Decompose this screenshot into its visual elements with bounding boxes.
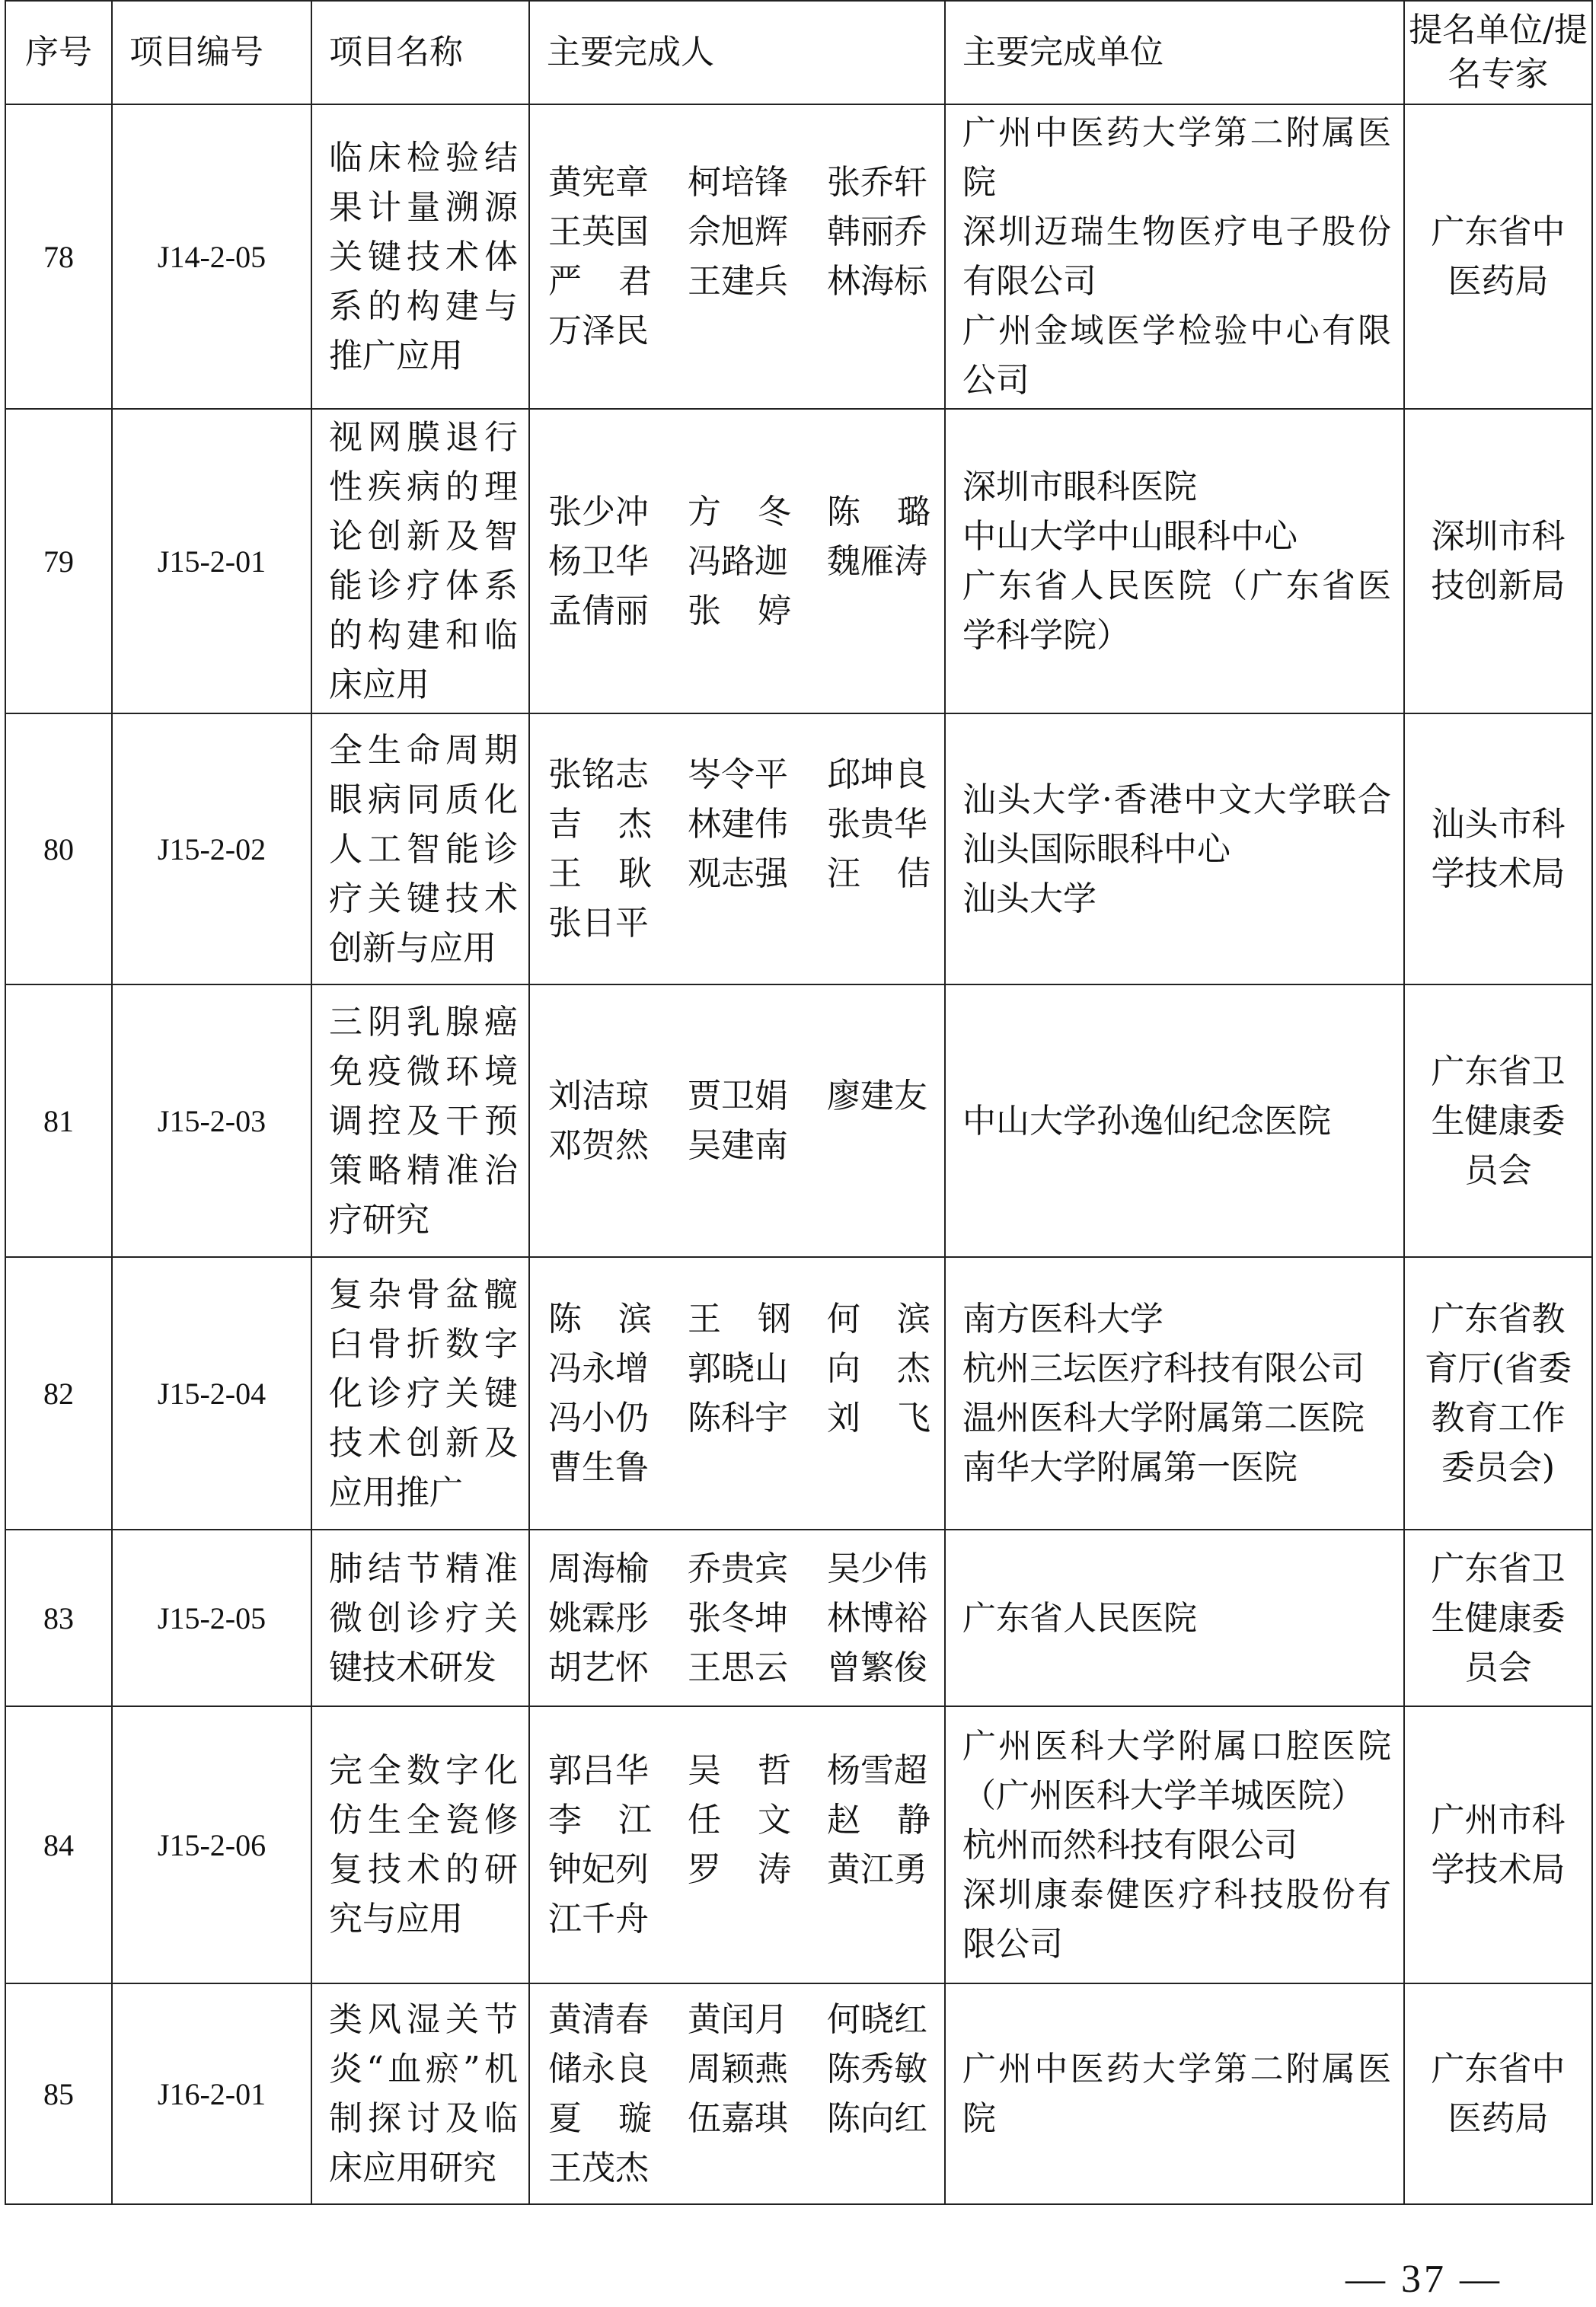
cell-project-name: 肺结节精准微创诊疗关键技术研发 [311,1530,529,1706]
contributor-name: 王建兵 [687,262,788,301]
header-row [5,1,1592,104]
cell-project-name: 临床检验结果计量溯源关键技术体系的构建与推广应用 [311,104,529,409]
contributor-name: 冯路迦 [687,541,788,581]
unit-name: 广州金域医学检验中心有限公司 [962,311,1391,400]
table-header [5,1,1592,104]
contributor-name: 韩丽乔 [826,212,927,251]
contributor-name: 王钢 [687,1300,791,1339]
contributor-name: 黄清春 [548,2000,649,2039]
contributor-name: 李江 [548,1801,652,1840]
contributor-name: 任文 [687,1801,791,1840]
cell-project-name: 视网膜退行性疾病的理论创新及智能诊疗体系的构建和临床应用 [311,409,529,713]
contributor-name: 方冬 [687,492,791,531]
cell-seq: 79 [5,409,112,713]
cell-nominator: 广东省卫生健康委员会 [1404,1530,1592,1706]
contributor-name: 岑令平 [687,755,788,794]
contributor-name: 王思云 [687,1648,788,1687]
table-row [5,1983,1592,2204]
contributor-name: 陈滨 [548,1300,652,1339]
contributor-name: 杨雪超 [826,1751,927,1790]
contributor-name: 王茂杰 [548,2149,649,2187]
cell-main-contributors [529,104,945,409]
cell-main-units [945,1983,1404,2204]
contributor-name: 冯小仍 [548,1399,649,1437]
cell-project-code: J15-2-01 [112,409,311,713]
cell-project-code: J15-2-04 [112,1257,311,1530]
contributor-name: 张铭志 [548,755,649,794]
contributor-name: 黄闰月 [687,2000,788,2039]
unit-name: 杭州而然科技有限公司 [962,1825,1298,1865]
contributor-name: 张婷 [687,591,791,630]
contributors-list [548,1544,930,1693]
contributor-name: 周颖燕 [687,2050,788,2088]
contributor-name: 郭吕华 [548,1751,649,1790]
contributor-name: 刘飞 [826,1399,930,1437]
cell-nominator: 广东省教育厅(省委教育工作委员会) [1404,1257,1592,1530]
unit-name: 广州医科大学附属口腔医院（广州医科大学羊城医院） [962,1726,1391,1815]
contributor-name: 吴哲 [687,1751,791,1790]
cell-project-name: 全生命周期眼病同质化人工智能诊疗关键技术创新与应用 [311,713,529,984]
contributor-name: 储永良 [548,2050,649,2088]
contributor-name: 曾繁俊 [826,1648,927,1687]
contributor-name: 邓贺然 [548,1126,649,1165]
cell-main-units [945,984,1404,1257]
cell-seq: 82 [5,1257,112,1530]
unit-name: 深圳康泰健医疗科技股份有限公司 [962,1875,1391,1964]
cell-project-code: J15-2-06 [112,1706,311,1983]
cell-seq: 80 [5,713,112,984]
contributor-name: 曹生鲁 [548,1448,649,1487]
contributor-name: 吉杰 [548,805,652,844]
contributor-name: 柯培锋 [687,163,788,202]
contributor-name: 黄宪章 [548,163,649,202]
contributor-name: 张日平 [548,904,649,943]
cell-seq: 83 [5,1530,112,1706]
contributors-list [548,1746,930,1944]
cell-project-name: 完全数字化仿生全瓷修复技术的研究与应用 [311,1706,529,1983]
contributor-name: 林海标 [826,262,927,301]
contributor-name: 杨卫华 [548,541,649,581]
contributor-name: 伍嘉琪 [687,2099,788,2138]
page-number: — 37 — [1345,2258,1502,2301]
contributor-name: 张冬坤 [687,1598,788,1638]
contributor-name: 孟倩丽 [548,591,649,630]
contributor-name: 严君 [548,262,652,301]
contributor-name: 陈秀敏 [826,2050,927,2088]
table-row [5,1530,1592,1706]
contributor-name: 乔贵宾 [687,1549,788,1588]
cell-main-units [945,1530,1404,1706]
cell-nominator: 深圳市科技创新局 [1404,409,1592,713]
contributor-name: 王英国 [548,212,649,251]
contributors-list [548,1995,930,2193]
cell-seq: 78 [5,104,112,409]
contributor-name: 张少冲 [548,492,649,531]
contributor-name: 魏雁涛 [826,541,927,581]
unit-name: 广州中医药大学第二附属医院 [962,113,1391,202]
unit-name: 汕头大学·香港中文大学联合汕头国际眼科中心 [962,780,1391,869]
unit-name: 杭州三坛医疗科技有限公司 [962,1349,1365,1388]
contributor-name: 汪佶 [826,854,930,893]
table-row [5,713,1592,984]
cell-main-contributors [529,1706,945,1983]
contributor-name: 陈璐 [826,492,930,531]
header-project-name: 项目名称 [311,1,529,104]
cell-main-units [945,409,1404,713]
table-row [5,984,1592,1257]
contributor-name: 黄江勇 [826,1850,927,1889]
contributor-name: 郭晓山 [687,1349,788,1388]
table-row [5,1257,1592,1530]
award-projects-table [5,0,1593,2205]
cell-nominator: 广东省中医药局 [1404,104,1592,409]
unit-name: 深圳迈瑞生物医疗电子股份有限公司 [962,212,1391,301]
table-body [5,104,1592,2204]
contributor-name: 向杰 [826,1349,930,1388]
contributor-name: 冯永增 [548,1349,649,1388]
contributor-name: 胡艺怀 [548,1648,649,1687]
unit-name: 南华大学附属第一医院 [962,1448,1298,1487]
table-row [5,409,1592,713]
cell-main-units [945,713,1404,984]
contributor-name: 廖建友 [826,1077,927,1115]
header-nominator: 提名单位/提名专家 [1404,1,1592,104]
contributor-name: 周海榆 [548,1549,649,1588]
header-seq: 序号 [5,1,112,104]
contributor-name: 林建伟 [687,805,788,844]
unit-name: 南方医科大学 [962,1300,1163,1339]
contributor-name: 何晓红 [826,2000,927,2039]
contributors-list [548,750,930,948]
contributor-name: 江千舟 [548,1900,649,1938]
cell-main-contributors [529,1983,945,2204]
unit-name: 广州中医药大学第二附属医院 [962,2050,1391,2138]
table-row [5,104,1592,409]
contributors-list [548,158,930,356]
cell-project-code: J16-2-01 [112,1983,311,2204]
contributor-name: 赵静 [826,1801,930,1840]
cell-main-contributors [529,713,945,984]
table-row [5,1706,1592,1983]
cell-main-contributors [529,409,945,713]
cell-nominator: 广州市科学技术局 [1404,1706,1592,1983]
cell-seq: 81 [5,984,112,1257]
contributor-name: 罗涛 [687,1850,791,1889]
cell-nominator: 广东省卫生健康委员会 [1404,984,1592,1257]
contributor-name: 陈向红 [826,2099,927,2138]
cell-main-contributors [529,1257,945,1530]
contributor-name: 姚霖彤 [548,1598,649,1638]
header-project-code: 项目编号 [112,1,311,104]
contributor-name: 林博裕 [826,1598,927,1638]
contributor-name: 佘旭辉 [687,212,788,251]
contributor-name: 吴少伟 [826,1549,927,1588]
unit-name: 温州医科大学附属第二医院 [962,1399,1365,1437]
contributor-name: 刘洁琼 [548,1077,649,1115]
cell-project-code: J15-2-05 [112,1530,311,1706]
contributor-name: 贾卫娟 [687,1077,788,1115]
contributor-name: 陈科宇 [687,1399,788,1437]
contributor-name: 钟妃列 [548,1850,649,1889]
contributors-list [548,1294,930,1492]
contributor-name: 王耿 [548,854,652,893]
contributor-name: 观志强 [687,854,788,893]
cell-project-name: 复杂骨盆髋臼骨折数字化诊疗关键技术创新及应用推广 [311,1257,529,1530]
unit-name: 广东省人民医院（广东省医学科学院） [962,566,1391,655]
cell-seq: 85 [5,1983,112,2204]
header-main-contributors: 主要完成人 [529,1,945,104]
unit-name: 中山大学中山眼科中心 [962,517,1298,556]
contributor-name: 张贵华 [826,805,927,844]
unit-name: 深圳市眼科医院 [962,467,1197,506]
contributors-list [548,1071,930,1170]
cell-seq: 84 [5,1706,112,1983]
unit-name: 中山大学孙逸仙纪念医院 [962,1101,1331,1141]
contributor-name: 吴建南 [687,1126,788,1165]
cell-main-units [945,1706,1404,1983]
contributor-name: 夏璇 [548,2099,652,2138]
contributor-name: 张乔轩 [826,163,927,202]
cell-project-code: J15-2-02 [112,713,311,984]
cell-nominator: 汕头市科学技术局 [1404,713,1592,984]
cell-main-units [945,1257,1404,1530]
contributor-name: 万泽民 [548,311,649,350]
cell-project-code: J15-2-03 [112,984,311,1257]
contributors-list [548,487,930,636]
cell-main-contributors [529,1530,945,1706]
cell-nominator: 广东省中医药局 [1404,1983,1592,2204]
cell-main-units [945,104,1404,409]
cell-project-name: 三阴乳腺癌免疫微环境调控及干预策略精准治疗研究 [311,984,529,1257]
contributor-name: 邱坤良 [826,755,927,794]
cell-main-contributors [529,984,945,1257]
cell-project-name: 类风湿关节炎“血瘀”机制探讨及临床应用研究 [311,1983,529,2204]
unit-name: 广东省人民医院 [962,1598,1197,1638]
unit-name: 汕头大学 [962,879,1096,918]
cell-project-code: J14-2-05 [112,104,311,409]
header-main-units: 主要完成单位 [945,1,1404,104]
contributor-name: 何滨 [826,1300,930,1339]
